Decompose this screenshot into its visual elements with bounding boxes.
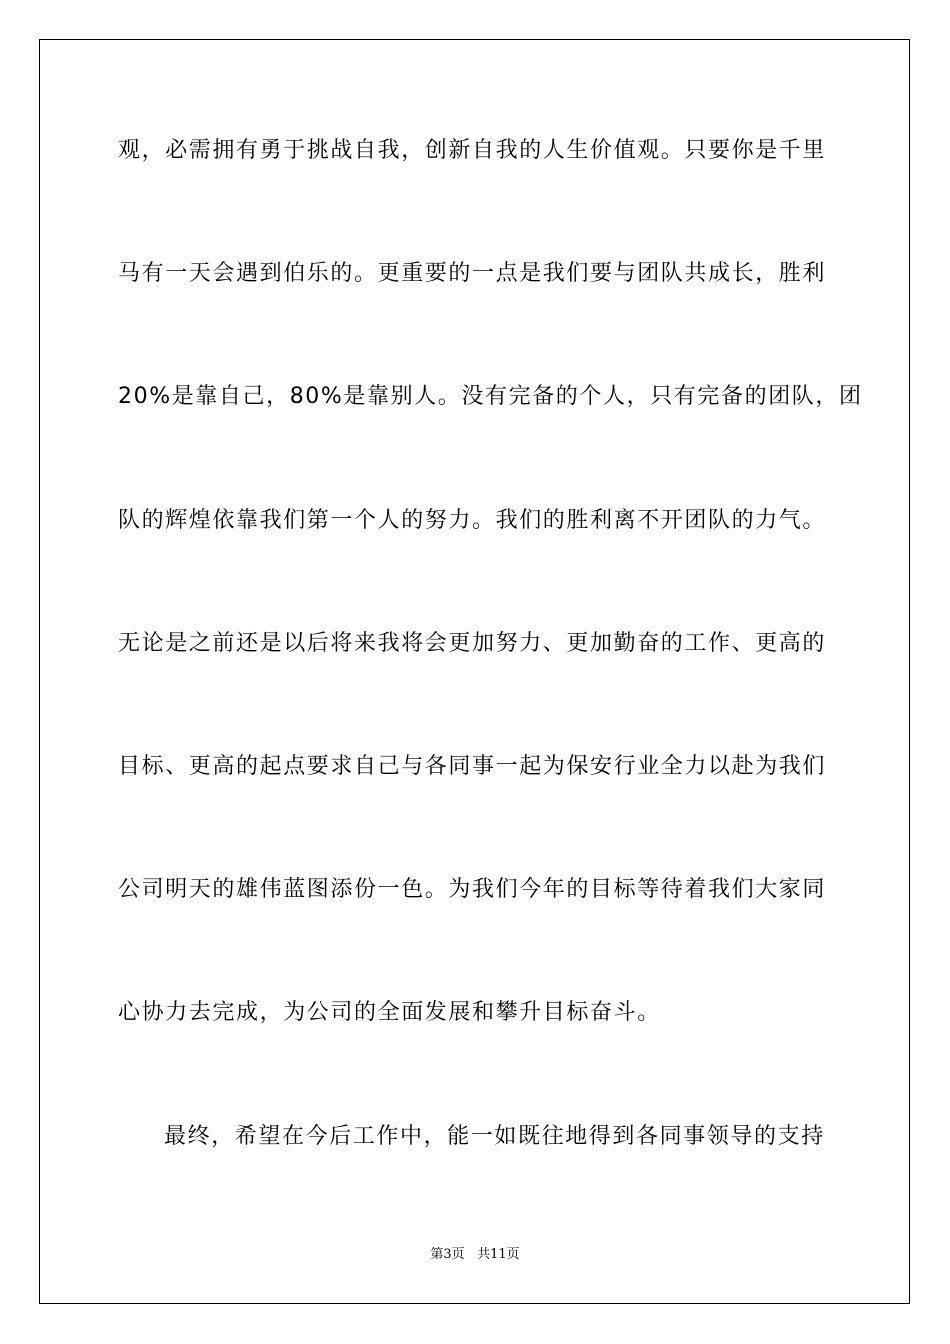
page-number: 第3页 — [430, 1247, 465, 1262]
page-footer — [0, 1246, 950, 1264]
body-text-line: 20%是靠自己，80%是靠别人。没有完备的个人，只有完备的团队，团 — [118, 384, 863, 409]
body-text-line: 观，必需拥有勇于挑战自我，创新自我的人生价值观。只要你是千里 — [118, 138, 827, 163]
body-text-line: 无论是之前还是以后将来我将会更加努力、更加勤奋的工作、更高的 — [118, 631, 827, 656]
body-text-line: 心协力去完成，为公司的全面发展和攀升目标奋斗。 — [118, 1000, 661, 1025]
body-text-line: 公司明天的雄伟蓝图添份一色。为我们今年的目标等待着我们大家同 — [118, 877, 827, 902]
body-text-line: 队的辉煌依靠我们第一个人的努力。我们的胜利离不开团队的力气。 — [118, 508, 827, 533]
paragraph-first-line: 最终，希望在今后工作中，能一如既往地得到各同事领导的支持 — [164, 1124, 825, 1149]
total-pages: 共11页 — [477, 1247, 520, 1262]
page-border — [39, 39, 910, 1304]
body-text-line: 目标、更高的起点要求自己与各同事一起为保安行业全力以赴为我们 — [118, 754, 827, 779]
body-text-line: 马有一天会遇到伯乐的。更重要的一点是我们要与团队共成长，胜利 — [118, 261, 827, 286]
